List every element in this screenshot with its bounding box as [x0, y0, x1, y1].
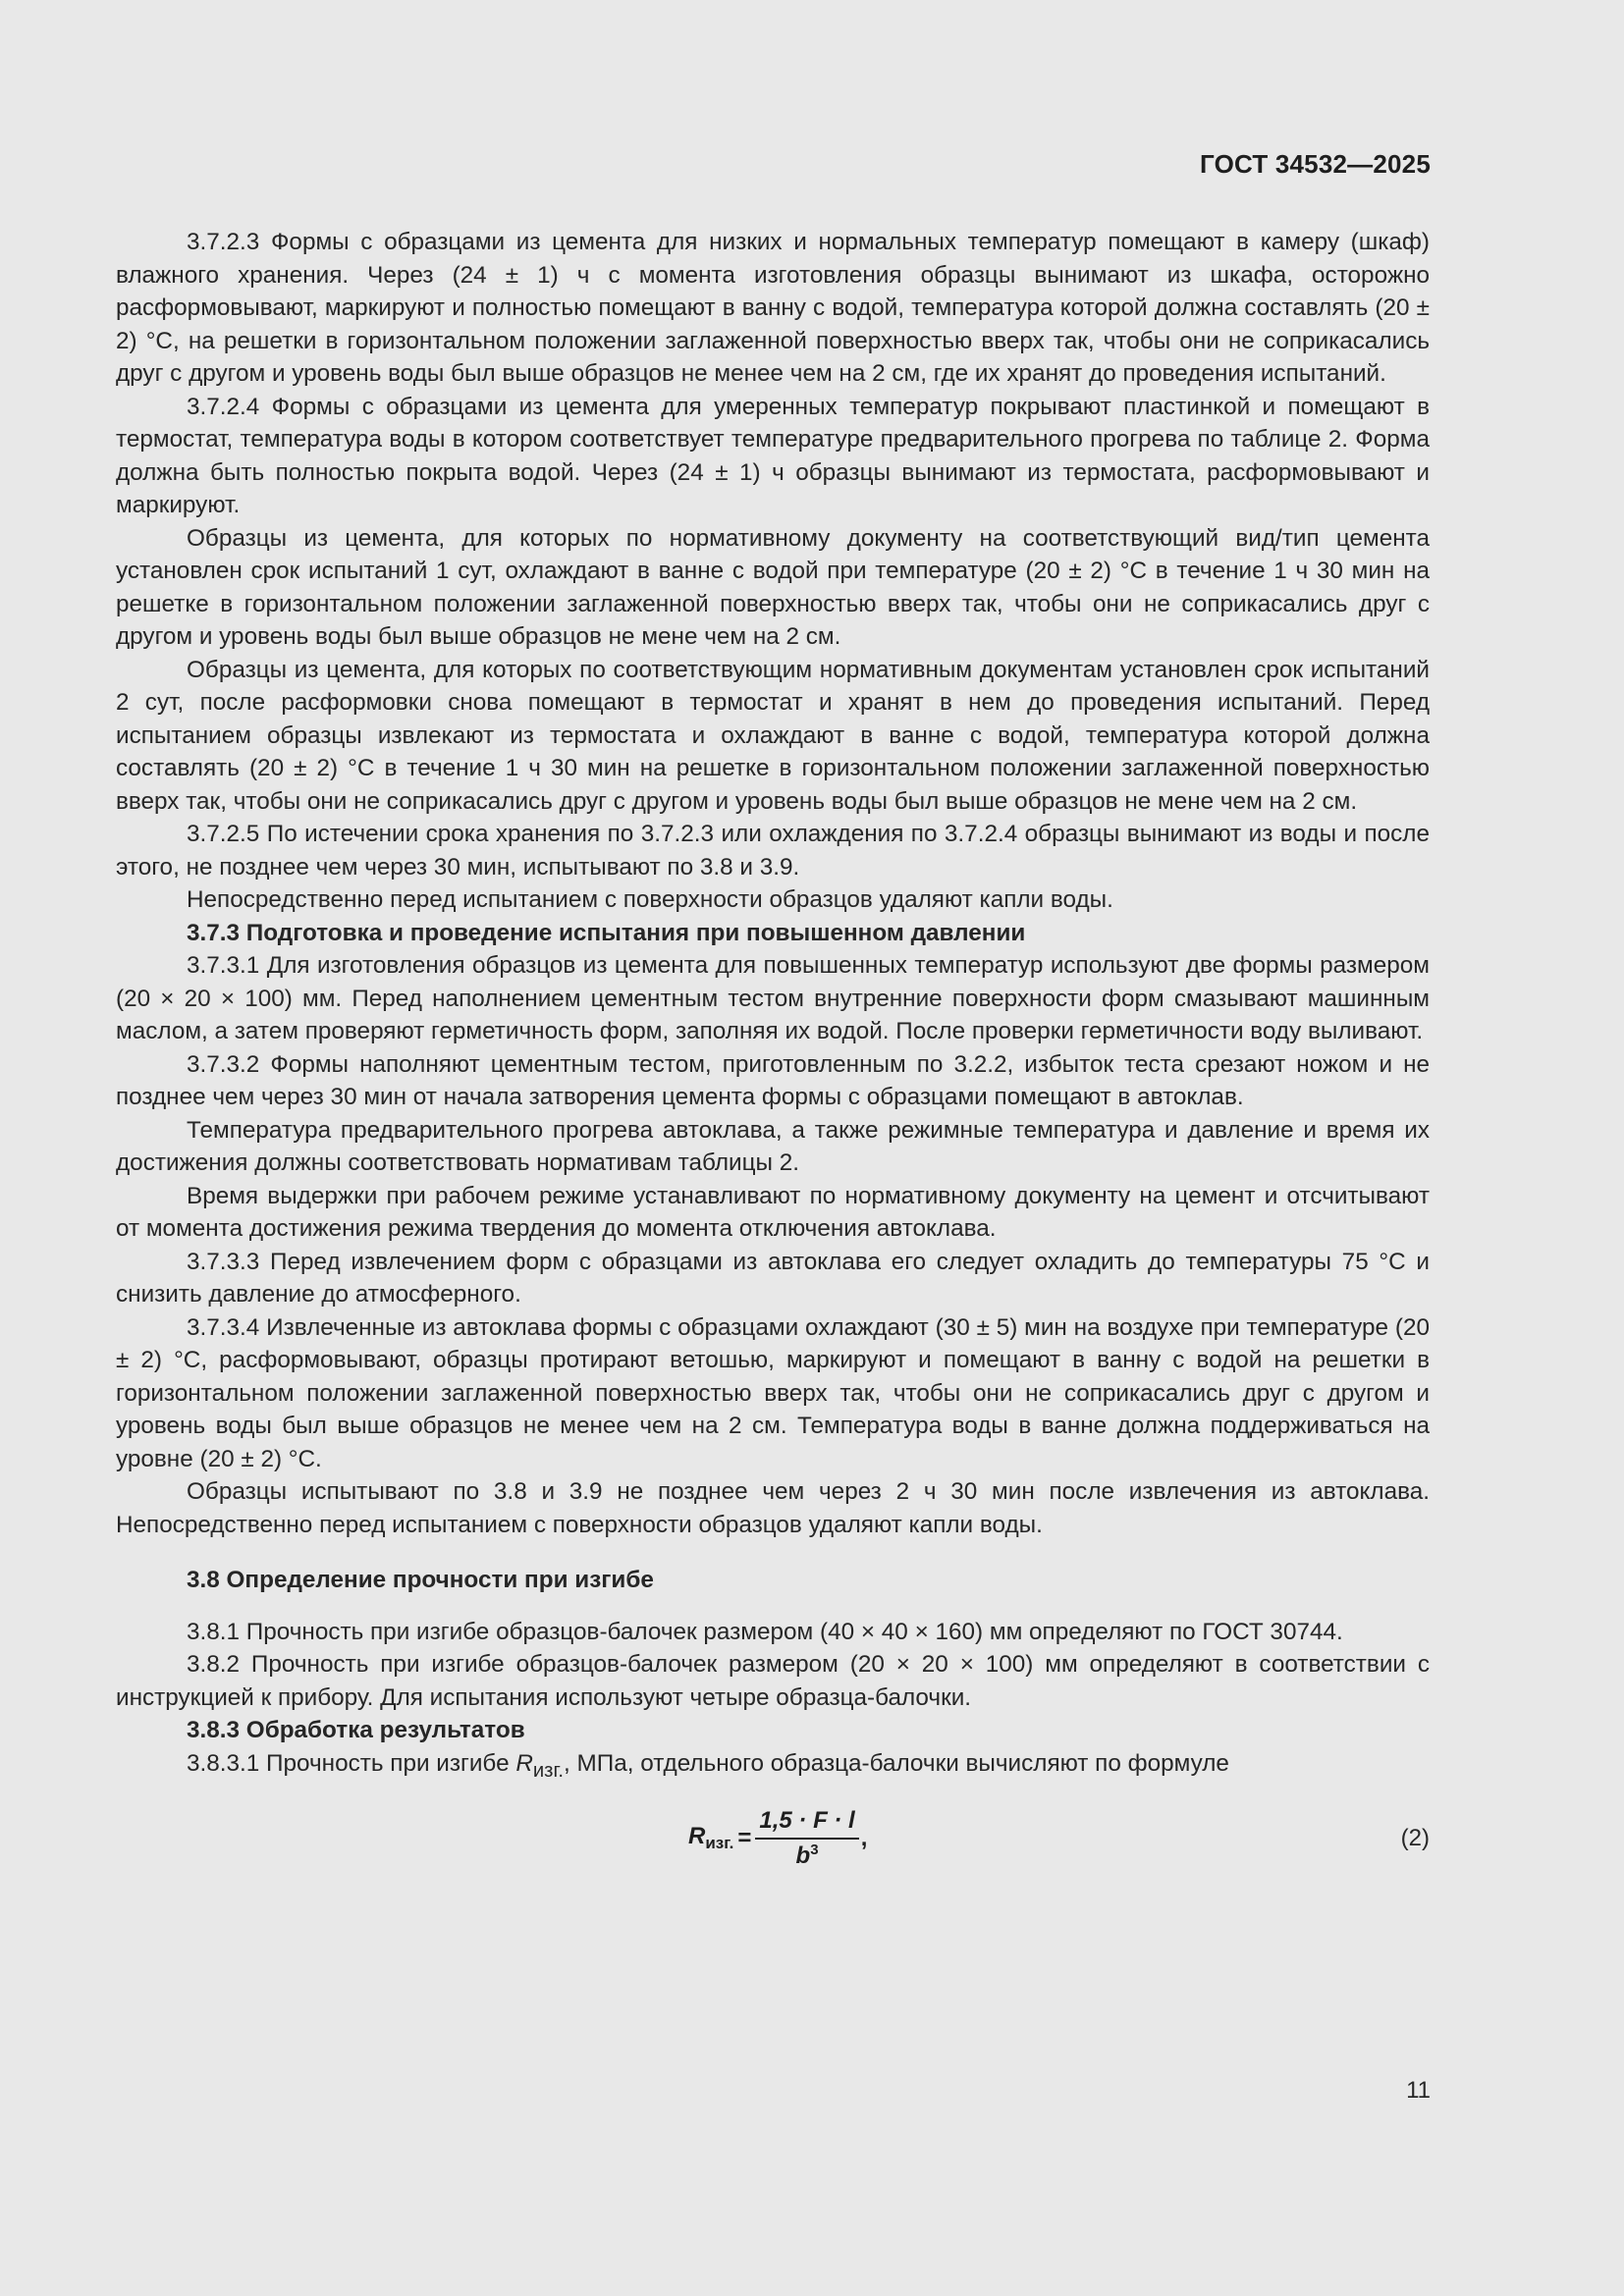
formula-block — [116, 1793, 1430, 1903]
formula-numerator: 1,5 · F · l — [755, 1807, 858, 1840]
paragraph-test-after-autoclave: Образцы испытывают по 3.8 и 3.9 не позднее чем через 2 ч 30 мин после извлечения из автоклава. Непосредственно перед испытанием с поверхности образцов удаляют капли воды. — [116, 1478, 1430, 1538]
paragraph-holding-time: Время выдержки при рабочем режиме устанавливают по нормативному документу на цемент и отсчитывают от момента достижения режима твердения до момента отключения автоклава. — [116, 1182, 1430, 1242]
paragraph-3-7-2-3: 3.7.2.3 Формы с образцами из цемента для низких и нормальных температур помещают в камеру (шкаф) влажного хранения. Через (24 ± 1) ч с момента изготовления образцы вынимают из шкафа, осторожно расформовывают, маркируют и полностью помещают в ванну с водой, температура которой должна составлять (20 ± 2) °С, на решетки в горизонтальном положении заглаженной поверхностью вверх так, чтобы они не соприкасались друг с другом и уровень воды был выше образцов не менее чем на 2 см, где их хранят до проведения испытаний. — [116, 229, 1430, 387]
paragraph-3-7-2-4: 3.7.2.4 Формы с образцами из цемента для умеренных температур покрывают пластинкой и помещают в термостат, температура воды в котором соответствует температуре предварительного прогрева по таблице 2. Форма должна быть полностью покрыта водой. Через (24 ± 1) ч образцы вынимают из термостата, расформовывают и маркируют. — [116, 393, 1430, 518]
heading-3-7-3: 3.7.3 Подготовка и проведение испытания при повышенном давлении — [187, 919, 1026, 946]
formula-fraction — [755, 1807, 858, 1870]
paragraph-2-day-samples: Образцы из цемента, для которых по соответствующим нормативным документам установлен срок испытаний 2 сут, после расформовки снова помещают в термостат и хранят в нем до проведения испытаний. Перед испытанием образцы извлекают из термостата и охлаждают в ванне с водой, температура которой должна составлять (20 ± 2) °С в течение 1 ч 30 мин на решетке в горизонтальном положении заглаженной поверхностью вверх так, чтобы они не соприкасались друг с другом и уровень воды был выше образцов не мене чем на 2 см. — [116, 656, 1430, 815]
paragraph-remove-drops: Непосредственно перед испытанием с поверхности образцов удаляют капли воды. — [187, 886, 1113, 913]
bending-strength-formula — [688, 1807, 867, 1870]
formula-equals-sign: = — [737, 1824, 752, 1851]
paragraph-3-7-3-3: 3.7.3.3 Перед извлечением форм с образцами из автоклава его следует охладить до температуры 75 °С и снизить давление до атмосферного. — [116, 1248, 1430, 1308]
symbol-r-subscript: изг. — [532, 1759, 565, 1782]
formula-lhs — [688, 1823, 733, 1853]
symbol-r: R — [515, 1749, 533, 1777]
paragraph-autoclave-preheat: Температура предварительного прогрева автоклава, а также режимные температура и давление и время их достижения должны соответствовать нормативам таблицы 2. — [116, 1116, 1430, 1176]
heading-3-8: 3.8 Определение прочности при изгибе — [187, 1567, 654, 1593]
paragraph-3-7-3-4: 3.7.3.4 Извлеченные из автоклава формы с образцами охлаждают (30 ± 5) мин на воздухе при температуре (20 ± 2) °С, расформовывают, образцы протирают ветошью, маркируют и помещают в ванну с водой на решетки в горизонтальном положении заглаженной поверхностью вверх так, чтобы они не соприкасались друг с другом и уровень воды был выше образцов не менее чем на 2 см. Температура воды в ванне должна поддерживаться на уровне (20 ± 2) °С. — [116, 1313, 1430, 1472]
paragraph-3-7-3-1: 3.7.3.1 Для изготовления образцов из цемента для повышенных температур используют две формы размером (20 × 20 × 100) мм. Перед наполнением цементным тестом внутренние поверхности форм смазывают машинным маслом, а затем проверяют герметичность форм, заполняя их водой. После проверки герметичности воду выливают. — [116, 952, 1430, 1044]
paragraph-3-8-1: 3.8.1 Прочность при изгибе образцов-балочек размером (40 × 40 × 160) мм определяют по ГОСТ 30744. — [187, 1618, 1343, 1645]
formula-lhs-subscript: изг. — [705, 1834, 734, 1853]
formula-trailing-comma: , — [860, 1824, 868, 1851]
paragraph-3-8-2: 3.8.2 Прочность при изгибе образцов-балочек размером (20 × 20 × 100) мм определяют в соответствии с инструкцией к прибору. Для испытания используют четыре образца-балочки. — [116, 1651, 1430, 1711]
page-number: 11 — [1406, 2077, 1431, 2104]
formula-denominator-base: b — [795, 1842, 811, 1869]
formula-lhs-symbol: R — [688, 1823, 706, 1850]
paragraph-3-8-3-1 — [116, 1747, 1430, 1788]
formula-denominator-power: 3 — [810, 1841, 819, 1858]
paragraph-1-day-samples: Образцы из цемента, для которых по нормативному документу на соответствующий вид/тип цемента установлен срок испытаний 1 сут, охлаждают в ванне с водой при температуре (20 ± 2) °С в течение 1 ч 30 мин на решетке в горизонтальном положении заглаженной поверхностью вверх так, чтобы они не соприкасались друг с другом и уровень воды был выше образцов не мене чем на 2 см. — [116, 524, 1430, 650]
formula-number: (2) — [1400, 1824, 1430, 1851]
formula-denominator — [796, 1840, 819, 1870]
paragraph-3-8-3-1-lead: 3.8.3.1 Прочность при изгибе — [187, 1749, 516, 1777]
paragraph-3-7-3-2: 3.7.3.2 Формы наполняют цементным тестом, приготовленным по 3.2.2, избыток теста срезают ножом и не позднее чем через 30 мин от начала затворения цемента формы с образцами помещают в автоклав. — [116, 1050, 1430, 1110]
paragraph-3-7-2-5: 3.7.2.5 По истечении срока хранения по 3.7.2.3 или охлаждения по 3.7.2.4 образцы вынимают из воды и после этого, не позднее чем через 30 мин, испытывают по 3.8 и 3.9. — [116, 821, 1430, 881]
document-id-header: ГОСТ 34532—2025 — [1200, 149, 1431, 179]
document-body — [116, 226, 1430, 1903]
paragraph-3-8-3-1-tail: , МПа, отдельного образца-балочки вычисляют по формуле — [564, 1749, 1229, 1777]
heading-3-8-3: 3.8.3 Обработка результатов — [187, 1717, 525, 1743]
